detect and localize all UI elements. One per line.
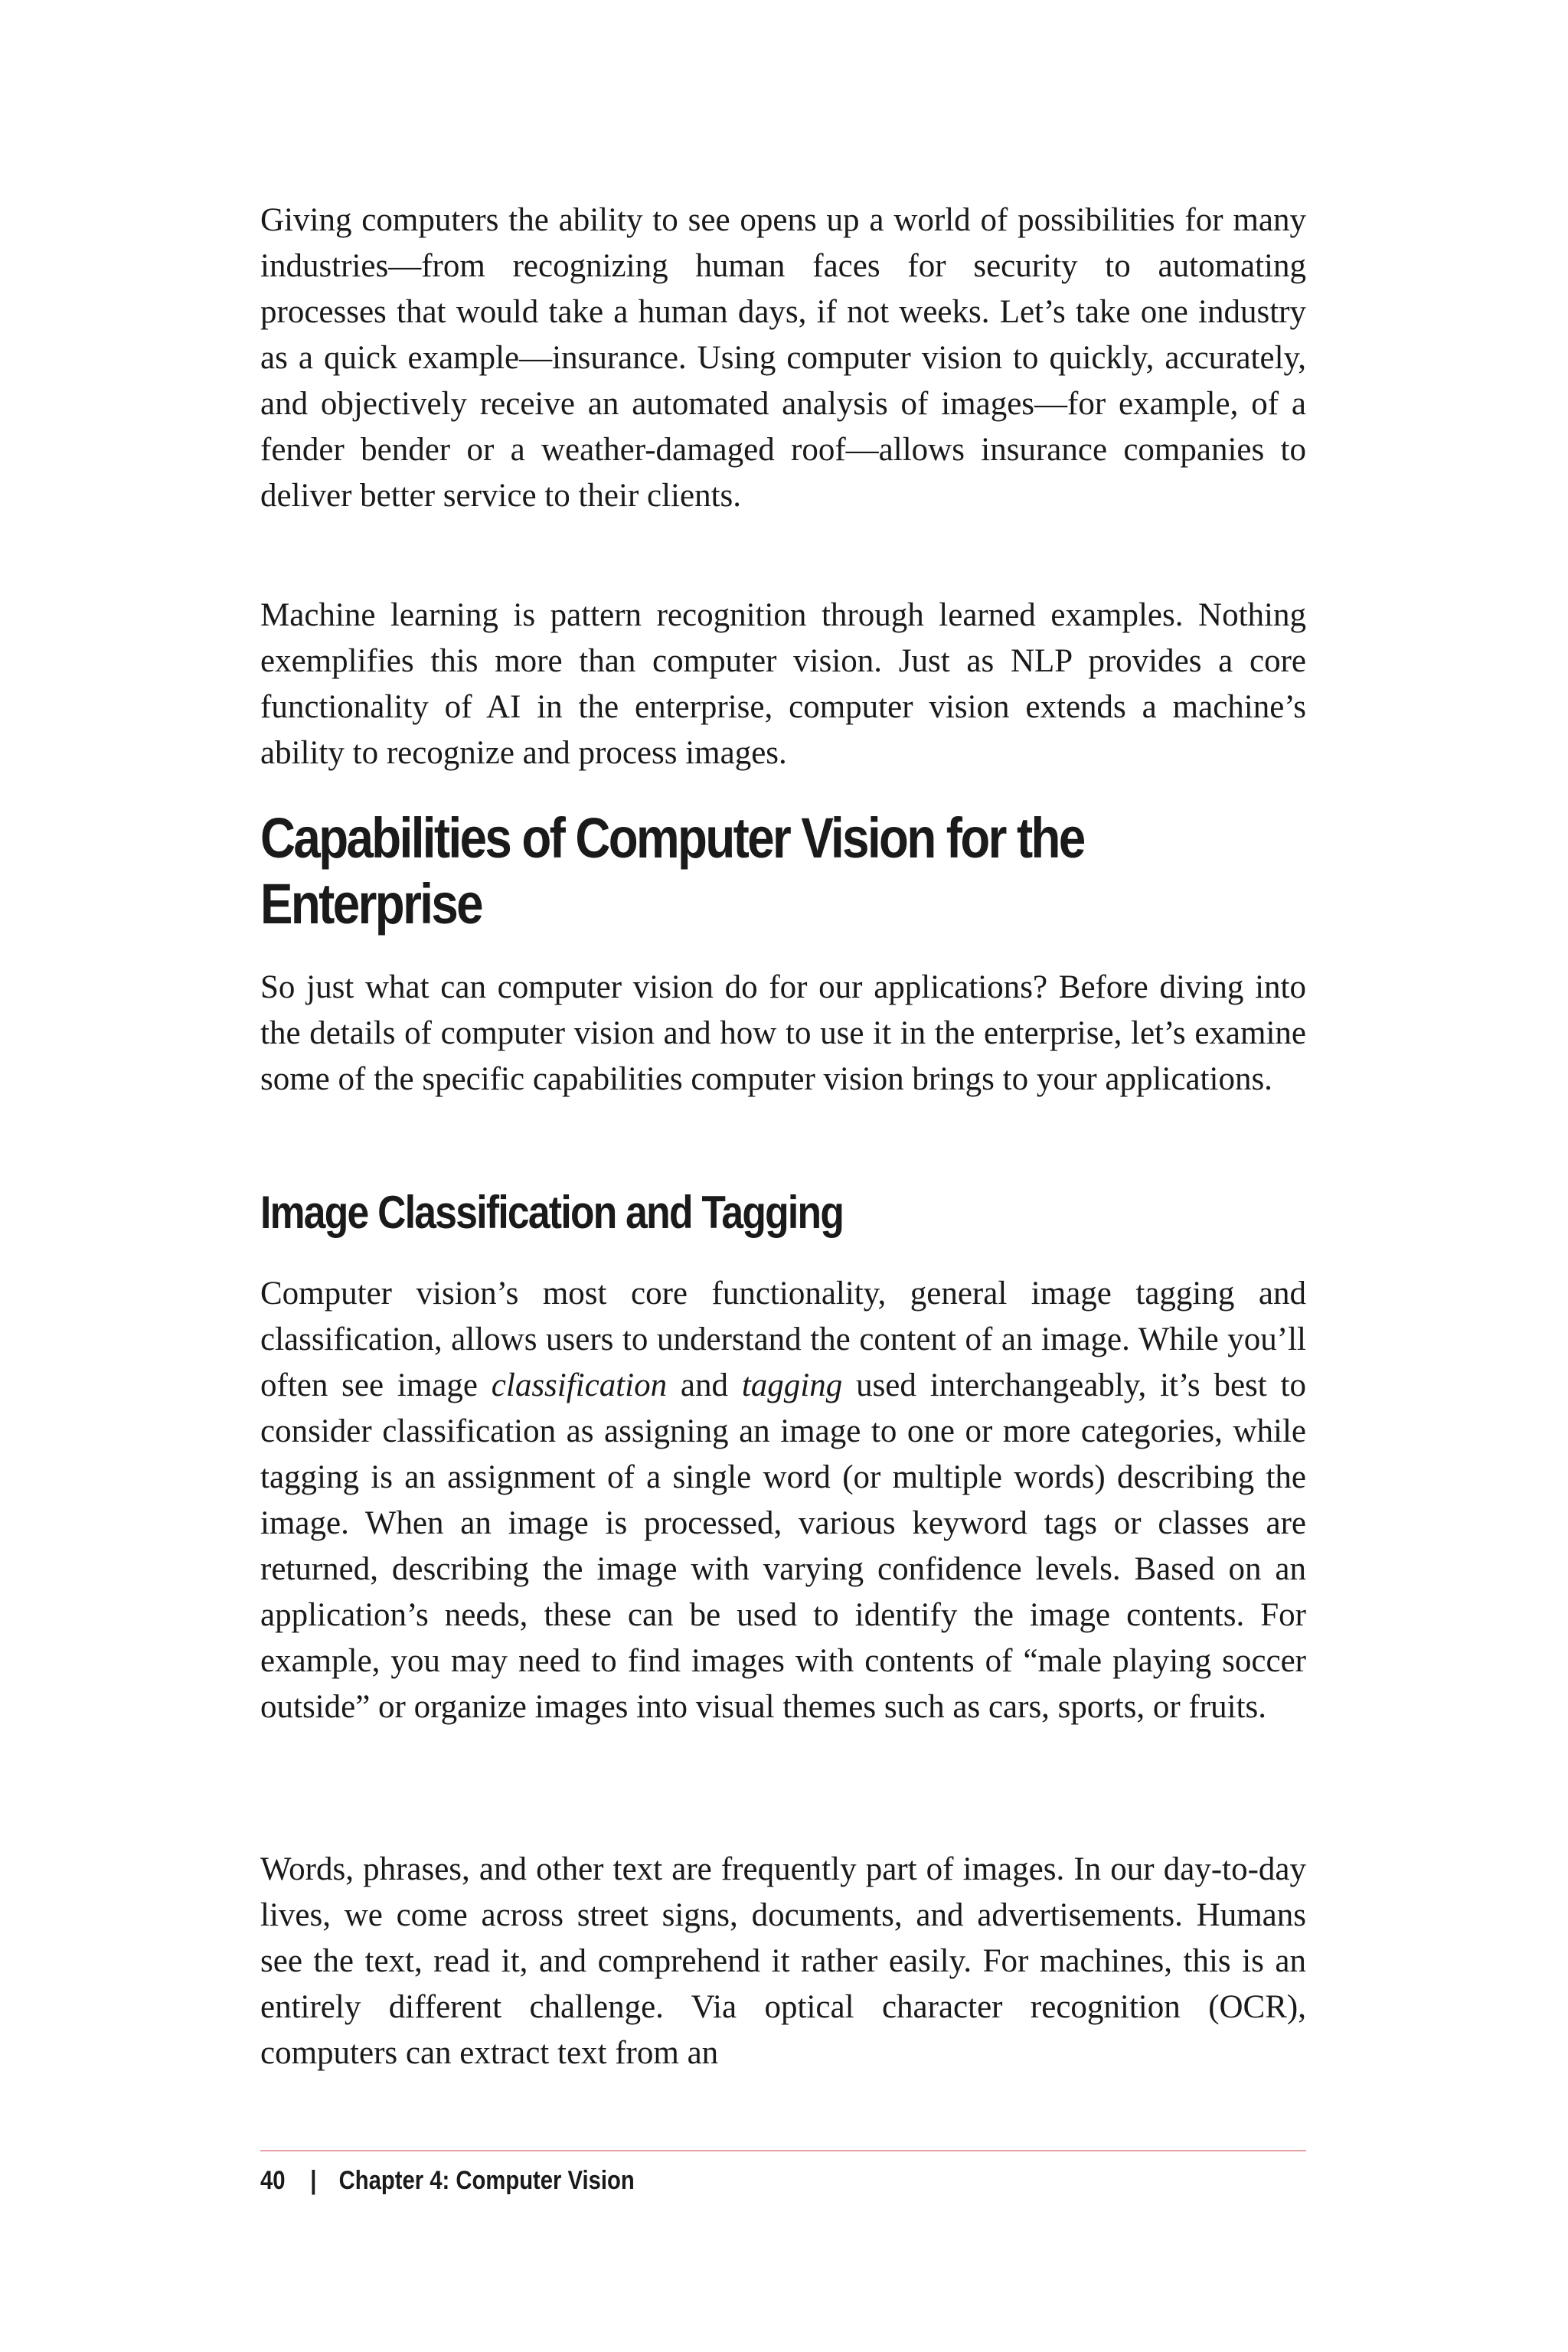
subsection-heading: Image Classification and Tagging (260, 1187, 844, 1238)
footer-separator: | (310, 2166, 317, 2195)
paragraph-capabilities-intro: So just what can computer vision do for our applications? Before diving into the details of computer vision and how to use it in the enterprise, let’s examine some of the specific capabilities computer vision brings to your applications. (260, 969, 1306, 1097)
page-number: 40 (260, 2166, 286, 2195)
paragraph-intro: Giving computers the ability to see opens up a world of possibilities for many industries—from recognizing human faces for security to automating processes that would take a human days, if not weeks. Let’s take one industry as a quick example—insurance. Using computer vision to quickly, accurately, and objectively receive an automated analysis of images—for example, of a fender bender or a weather-damaged roof—allows insurance companies to deliver better service to their clients. (260, 202, 1306, 514)
term-tagging: tagging (741, 1367, 843, 1403)
chapter-title: Chapter 4: Computer Vision (338, 2166, 635, 2195)
paragraph-machine-learning: Machine learning is pattern recognition through learned examples. Nothing exemplifies this more than computer vision. Just as NLP provides a core functionality of AI in the enterprise, computer vision extends a machine’s ability to recognize and process images. (260, 597, 1306, 771)
paragraph-classification-part-1: Computer vision’s most core functionality, general image tagging and classification, allows users to understand the content of an image. While you’ll often see image (260, 1276, 1306, 1403)
paragraph-classification (260, 1271, 1306, 1730)
page-footer (260, 2164, 635, 2197)
paragraph-classification-part-3: used interchangeably, it’s best to consider classification as assigning an image to one or more categories, while tagging is an assignment of a single word (or multiple words) describing the image. When an image is processed, various keyword tags or classes are returned, describing the image with varying confidence levels. Based on an application’s needs, these can be used to identify the image contents. For example, you may need to find images with contents of “male playing soccer outside” or organize images into visual themes such as cars, sports, or fruits. (260, 1367, 1306, 1725)
paragraph-classification-part-2: and (667, 1367, 742, 1403)
section-heading: Capabilities of Computer Vision for the Enterprise (260, 806, 1084, 936)
term-classification: classification (491, 1367, 668, 1403)
paragraph-ocr: Words, phrases, and other text are frequently part of images. In our day-to-day lives, we come across street signs, documents, and advertisements. Humans see the text, read it, and comprehend it rather easily. For machines, this is an entirely different challenge. Via optical character recognition (OCR), computers can extract text from an (260, 1851, 1306, 2071)
footer-divider (260, 2150, 1306, 2151)
